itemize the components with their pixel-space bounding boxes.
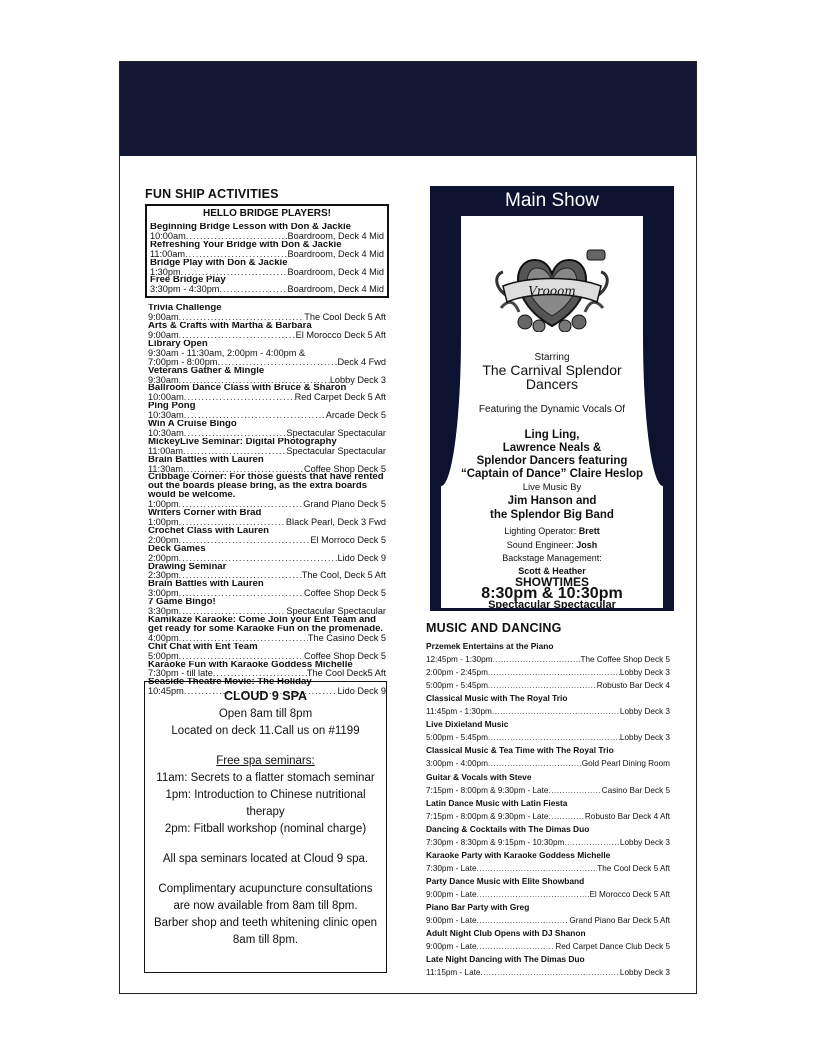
entry-place: Lobby Deck 3 (329, 374, 386, 385)
entry-time: 1:00pm (148, 499, 179, 510)
dot-leader (477, 940, 556, 953)
activity-line (148, 447, 386, 456)
entry-time: 9:00pm - Late (426, 942, 477, 952)
bridge-entry-line (150, 285, 384, 294)
activity-title-cont: get ready for some Karaoke Fun on the promenade. (148, 624, 384, 634)
activity-line (148, 634, 386, 643)
entry-place: Boardroom, Deck 4 Mid (287, 230, 384, 241)
entry-place: Robusto Bar Deck 4 Aft (584, 811, 670, 821)
activity-line (148, 393, 386, 402)
activity-title: Deck Games (148, 544, 206, 554)
entry-time: 10:30am (148, 427, 184, 438)
dot-leader (179, 313, 305, 322)
starring-label: Starring (534, 352, 570, 363)
activity-title-cont: out the boards please bring, as the extra boards (148, 482, 368, 492)
entry-place: El Morroco Deck 5 (310, 534, 386, 545)
activity-title: Writers Corner with Brad (148, 509, 262, 518)
spa-all-located: All spa seminars located at Cloud 9 spa. (162, 853, 369, 865)
dot-leader (179, 376, 330, 385)
activity-title: Kamikaze Karaoke: Come Join your Ent Team and (148, 615, 377, 625)
activity-entry (148, 384, 386, 402)
entry-place: Red Carpet Deck 5 Aft (294, 392, 386, 403)
activity-entry (148, 527, 386, 545)
music-heading: Piano Bar Party with Greg (426, 902, 530, 913)
dot-leader (219, 285, 287, 294)
entry-time: 2:00pm (148, 552, 179, 563)
entry-time: 10:00am (148, 392, 184, 403)
bridge-entry-title: Beginning Bridge Lesson with Don & Jackie (150, 223, 351, 232)
backstage-names: Scott & Heather (518, 566, 586, 576)
band-1: Jim Hanson and (507, 495, 597, 507)
entry-place: Arcade Deck 5 (325, 410, 386, 421)
bridge-entry-title: Refreshing Your Bridge with Don & Jackie (150, 240, 342, 250)
entry-time: 7:15pm - 8:00pm & 9:30pm - Late (426, 811, 549, 821)
bridge-entry (150, 276, 384, 294)
entry-time: 3:30pm (148, 606, 179, 617)
activity-line (148, 536, 386, 545)
dot-leader (179, 536, 311, 545)
activity-title-cont: would be welcome. (148, 491, 236, 501)
music-heading: Adult Night Club Opens with DJ Shanon (426, 928, 586, 939)
activity-entry (148, 304, 386, 322)
dot-leader (480, 966, 619, 979)
activity-entry (148, 420, 386, 438)
dot-leader (181, 268, 288, 277)
main-show-box (430, 186, 674, 611)
entry-time: 7:15pm - 8:00pm & 9:30pm - Late (426, 785, 549, 795)
spa-acupuncture: Complimentary acupuncture consultations are now available from 8am till 8pm. (158, 883, 373, 912)
entry-time: 11:45pm - 1:30pm (426, 707, 492, 717)
music-row (426, 862, 670, 875)
featuring-label: Featuring the Dynamic Vocals Of (478, 404, 626, 415)
dot-leader (179, 652, 304, 661)
activity-entry (148, 661, 386, 679)
activity-entry (148, 438, 386, 456)
entry-time: 10:45pm (148, 686, 184, 697)
showtimes-label: SHOWTIMES (515, 575, 589, 589)
headliner-2: Dancers (525, 376, 579, 392)
entry-place: Spectacular Spectacular (286, 445, 386, 456)
music-row (426, 836, 670, 849)
music-row (426, 653, 670, 666)
dot-leader (548, 810, 584, 823)
activity-entry (148, 580, 386, 598)
activity-entry (148, 456, 386, 474)
entry-time: 1:30pm (150, 266, 181, 277)
activity-line (148, 313, 386, 322)
music-row (426, 888, 670, 901)
vocals-4: “Captain of Dance” Claire Heslop (460, 468, 644, 480)
activity-line (148, 331, 386, 340)
showtimes: 8:30pm & 10:30pm (481, 585, 623, 602)
dot-leader (477, 862, 598, 875)
dot-leader (179, 518, 286, 527)
spa-hours: Open 8am till 8pm (218, 708, 313, 720)
entry-time: 2:30pm (148, 570, 179, 581)
activity-entry (148, 598, 386, 616)
activity-title: Brain Battles with Lauren (148, 455, 264, 465)
vocals-1: Ling Ling, (524, 429, 580, 441)
music-heading: Late Night Dancing with The Dimas Duo (426, 954, 585, 965)
activity-title: Brain Battles with Lauren (148, 580, 264, 590)
entry-time: 11:00am (148, 445, 184, 456)
entry-time: 3:00pm - 4:00pm (426, 759, 488, 769)
music-column (426, 621, 670, 979)
entry-time: 9:00pm - Late (426, 889, 477, 899)
music-heading: Przemek Entertains at the Piano (426, 641, 554, 651)
activity-line (148, 465, 386, 474)
entry-place: The Cool Deck 5 Aft (597, 863, 670, 873)
music-heading: Karaoke Party with Karaoke Goddess Michelle (426, 849, 611, 860)
entry-place: The Coffee Shop Deck 5 (580, 655, 670, 664)
music-heading: Guitar & Vocals with Steve (426, 771, 532, 782)
backstage-label: Backstage Management: (502, 553, 602, 563)
entry-place: Boardroom, Deck 4 Mid (287, 266, 384, 277)
entry-time: 3:30pm - 4:30pm (150, 284, 220, 295)
activity-title: Karaoke Fun with Karaoke Goddess Michelle (148, 660, 353, 670)
entry-place: Coffee Shop Deck 5 (303, 463, 386, 474)
activity-title: Seaside Theatre Movie: The Holiday (148, 678, 312, 688)
entry-time: 7:30pm - Late (426, 863, 477, 873)
dot-leader (488, 757, 582, 770)
bridge-entry (150, 241, 384, 259)
entry-time: 9:00pm - Late (426, 916, 477, 926)
activity-title: Ping Pong (148, 402, 196, 412)
activity-line (148, 500, 386, 509)
entry-place: The Cool Deck 5 Aft (304, 312, 386, 323)
dot-leader (179, 634, 308, 643)
entry-time: 9:00am (148, 329, 179, 340)
entry-time: 11:15pm - Late (426, 968, 481, 978)
entry-place: Lobby Deck 3 (619, 837, 670, 847)
entry-time: 12:45pm - 1:30pm (426, 655, 493, 664)
dot-leader (217, 358, 337, 367)
dot-leader (564, 836, 620, 849)
entry-place: The Cool, Deck 5 Aft (301, 570, 386, 581)
entry-time: 3:00pm (148, 588, 179, 599)
dot-leader (477, 914, 570, 927)
activity-entry (148, 473, 386, 509)
music-row (426, 679, 670, 692)
dot-leader (184, 411, 326, 420)
entry-place: Grand Piano Deck 5 (303, 499, 386, 510)
entry-place: Boardroom, Deck 4 Mid (287, 284, 384, 295)
heart-logo (489, 246, 615, 332)
spa-title: CLOUD 9 SPA (223, 689, 308, 703)
activity-title: 7 Game Bingo! (148, 598, 216, 608)
activity-entry (148, 402, 386, 420)
entry-place: Gold Pearl Dining Room (581, 759, 670, 769)
live-music-label: Live Music By (522, 482, 582, 493)
music-row (426, 914, 670, 927)
logo-text: Vrooom (528, 284, 576, 298)
entry-place: Grand Piano Bar Deck 5 Aft (569, 916, 670, 926)
activity-entry (148, 367, 386, 385)
spa-seminar-3: 2pm: Fitball workshop (nominal charge) (164, 823, 367, 835)
activity-line (148, 376, 386, 385)
dot-leader (179, 331, 296, 340)
entry-time: 1:00pm (148, 517, 179, 527)
dot-leader (477, 888, 590, 901)
music-heading: Latin Dance Music with Latin Fiesta (426, 797, 568, 808)
activity-line (148, 652, 386, 661)
entry-place: Robusto Bar Deck 4 (596, 681, 670, 691)
entry-time: 5:00pm (148, 650, 179, 661)
activity-line (148, 429, 386, 438)
activity-title: MickeyLive Seminar: Digital Photography (148, 437, 337, 447)
entry-time: 4:00pm (148, 632, 179, 643)
music-heading: Party Dance Music with Elite Showband (426, 875, 585, 886)
entry-time: 7:30pm - till late (148, 668, 213, 679)
sound-credit: Sound Engineer: Josh (506, 540, 598, 550)
bridge-entry (150, 259, 384, 277)
entry-time: 9:00am (148, 312, 179, 323)
music-heading: Classical Music with The Royal Trio (426, 693, 568, 704)
entry-time: 2:00pm (148, 534, 179, 545)
lighting-credit: Lighting Operator: Brett (504, 526, 600, 536)
dot-leader (184, 393, 295, 402)
activity-title: Ballroom Dance Class with Bruce & Sharon (148, 384, 347, 394)
band-2: the Splendor Big Band (490, 509, 614, 521)
activity-entry (148, 509, 386, 527)
bridge-entry (150, 223, 384, 241)
vocals-2: Lawrence Neals & (502, 442, 602, 454)
activity-title: Arts & Crafts with Martha & Barbara (148, 322, 312, 331)
entry-place: Coffee Shop Deck 5 (303, 650, 386, 661)
header-band (120, 62, 696, 156)
activity-entry (148, 616, 386, 643)
spa-box (144, 681, 387, 973)
entry-place: Boardroom, Deck 4 Mid (287, 248, 384, 259)
entry-time: 5:00pm - 5:45pm (426, 733, 488, 743)
music-row (426, 666, 670, 679)
activity-title: Trivia Challenge (148, 304, 222, 314)
music-row (426, 705, 670, 718)
activity-title: Win A Cruise Bingo (148, 420, 237, 429)
bridge-box (145, 204, 389, 298)
activity-line (148, 607, 386, 616)
entry-time: 2:00pm - 2:45pm (426, 668, 488, 678)
dot-leader (184, 429, 287, 438)
bridge-header: HELLO BRIDGE PLAYERS! (203, 208, 331, 219)
entry-place: El Morocco Deck 5 Aft (589, 889, 670, 899)
dot-leader (492, 653, 580, 666)
entry-place: Deck 4 Fwd (337, 356, 386, 367)
entry-place: Lobby Deck 3 (619, 707, 670, 717)
entry-place: Spectacular Spectacular (286, 427, 386, 438)
music-list (426, 640, 670, 979)
music-row (426, 757, 670, 770)
activity-entry (148, 563, 386, 581)
entry-place: Black Pearl, Deck 3 Fwd (285, 517, 386, 527)
entry-place: Lobby Deck 3 (619, 733, 670, 743)
spa-seminars-heading: Free spa seminars: (216, 755, 315, 767)
dot-leader (488, 731, 620, 744)
music-heading: Classical Music & Tea Time with The Royal Trio (426, 745, 614, 756)
dot-leader (488, 679, 597, 692)
fun-ship-title: FUN SHIP ACTIVITIES (145, 187, 279, 201)
dot-leader (185, 250, 287, 259)
entry-place: The Cool Deck5 Aft (306, 668, 386, 679)
entry-place: Red Carpet Dance Club Deck 5 (555, 942, 670, 952)
activity-line (148, 571, 386, 580)
fun-ship-column (145, 187, 389, 696)
entry-place: Lobby Deck 3 (619, 968, 670, 978)
main-show-title: Main Show (505, 190, 599, 211)
activity-title: Chit Chat with Ent Team (148, 642, 258, 652)
dot-leader (179, 589, 304, 598)
entry-place: Lido Deck 9 (337, 686, 386, 697)
bridge-entry-title: Free Bridge Play (150, 276, 226, 286)
entry-time: 9:30am (148, 374, 179, 385)
entry-place: Coffee Shop Deck 5 (303, 588, 386, 599)
activity-entry (148, 322, 386, 340)
entry-place: El Morocco Deck 5 Aft (295, 329, 386, 340)
entry-place: Casino Bar Deck 5 (601, 785, 670, 795)
activity-line (148, 411, 386, 420)
dot-leader (186, 232, 288, 241)
bridge-entry-title: Bridge Play with Don & Jackie (150, 258, 288, 268)
bridge-entry-line (150, 250, 384, 259)
activity-list (145, 304, 389, 696)
activity-title: Crochet Class with Lauren (148, 526, 270, 536)
activity-title: Veterans Gather & Mingle (148, 366, 265, 376)
spa-location: Located on deck 11.Call us on #1199 (171, 725, 360, 737)
music-row (426, 810, 670, 823)
entry-time: 7:00pm - 8:00pm (148, 356, 218, 367)
dot-leader (488, 666, 620, 679)
vocals-3: Splendor Dancers featuring (476, 455, 628, 467)
stage-panel (441, 216, 663, 611)
activity-line (148, 589, 386, 598)
activity-entry (148, 340, 386, 367)
entry-place: Lobby Deck 3 (619, 668, 670, 678)
music-row (426, 940, 670, 953)
music-row (426, 784, 670, 797)
spa-barber: Barber shop and teeth whitening clinic open 8am till 8pm. (153, 917, 378, 946)
activity-title: Drawing Seminar (148, 562, 227, 572)
activity-line (148, 518, 386, 527)
dot-leader (183, 465, 304, 474)
dot-leader (213, 669, 307, 678)
entry-time: 11:30am (148, 463, 184, 474)
spa-seminar-2: 1pm: Introduction to Chinese nutritional therapy (165, 789, 366, 818)
bridge-entry-line (150, 232, 384, 241)
bridge-list (150, 223, 384, 294)
dot-leader (548, 784, 601, 797)
entry-time: 11:00am (150, 248, 186, 259)
entry-time: 5:00pm - 5:45pm (426, 681, 488, 691)
entry-place: The Casino Deck 5 (307, 632, 386, 643)
entry-time: 10:00am (150, 230, 186, 241)
activity-line (148, 669, 386, 678)
entry-place: Lido Deck 9 (337, 552, 386, 563)
headliner-1: The Carnival Splendor (482, 362, 622, 378)
music-row (426, 966, 670, 979)
music-heading: Dancing & Cocktails with The Dimas Duo (426, 823, 590, 834)
music-heading: Live Dixieland Music (426, 719, 509, 730)
bridge-entry-line (150, 268, 384, 277)
activity-line (148, 358, 386, 367)
dot-leader (492, 705, 620, 718)
activity-entry (148, 545, 386, 563)
dot-leader (179, 500, 304, 509)
activity-note: 9:30am - 11:30am, 2:00pm - 4:00pm & (148, 347, 306, 358)
entry-place: Spectacular Spectacular (286, 606, 386, 617)
activity-title: Cribbage Corner: For those guests that have rented (148, 473, 384, 483)
activity-title: Library Open (148, 339, 208, 349)
activity-line (148, 554, 386, 563)
spa-seminar-1: 11am: Secrets to a flatter stomach seminar (156, 772, 375, 784)
dot-leader (179, 554, 338, 563)
music-row (426, 731, 670, 744)
dot-leader (179, 571, 302, 580)
activity-entry (148, 643, 386, 661)
entry-time: 10:30am (148, 410, 184, 421)
dot-leader (183, 447, 286, 456)
entry-time: 7:30pm - 8:30pm & 9:15pm - 10:30pm (426, 837, 565, 847)
music-title: MUSIC AND DANCING (426, 621, 562, 635)
heart-emblem-icon (489, 246, 615, 332)
dot-leader (179, 607, 287, 616)
show-venue: Spectacular Spectacular (488, 599, 616, 611)
